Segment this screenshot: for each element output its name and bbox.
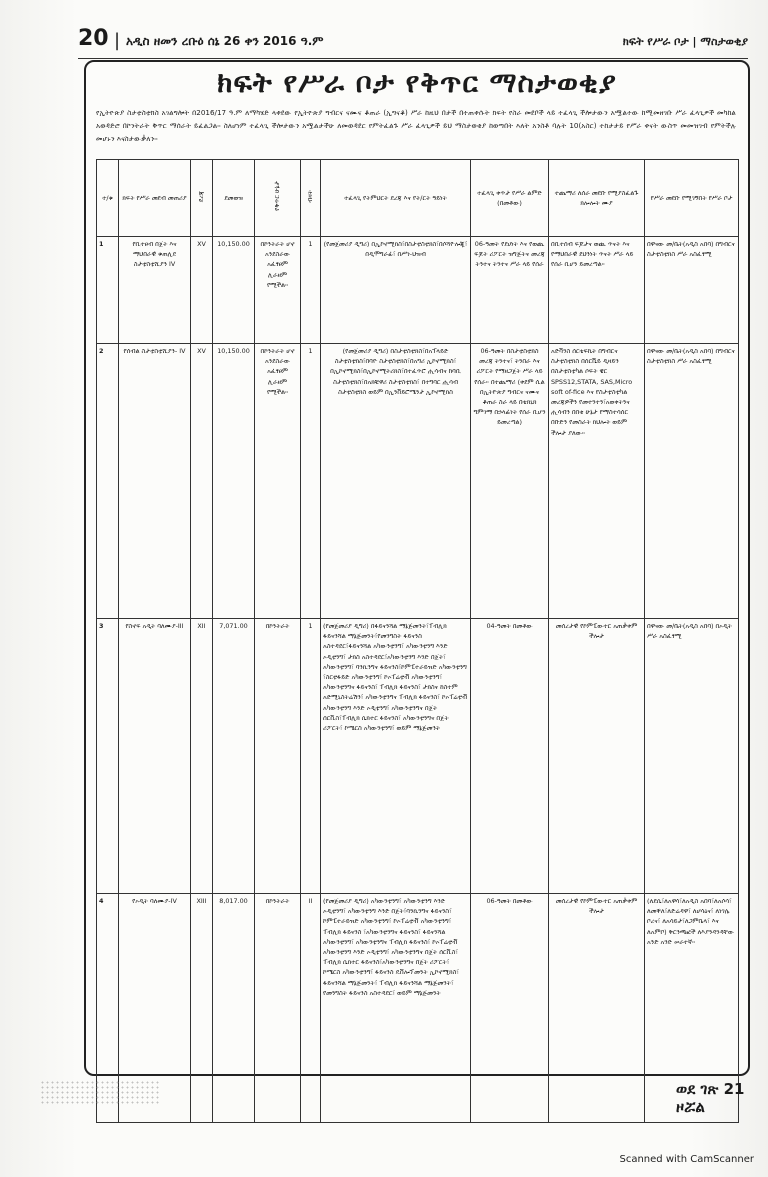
cell-qty: II	[301, 894, 321, 1123]
vacancy-table	[96, 159, 739, 1123]
cell-level: XV	[191, 344, 213, 619]
cell-experience: 06-ዓመት በስታቲስቲክስ መረጃ ትንተና፣ ትንበራ እና ሪፖርት የማዘጋጀት ሥራ ላይ የሰራ፡፡ በተጨማሪ (ቀደም ሲል በኢትዮጵያ ግብርና ናሙና ቆጠራ ስራ ላይ በቴክኒክ ግምገማ በኃላፊነት የሰራ ቢሆን ይመረጣል)	[471, 344, 549, 619]
table-row	[97, 619, 739, 894]
cell-qty: 1	[301, 344, 321, 619]
col-header-level	[191, 160, 213, 237]
cell-education: (የመጀመሪያ ዲግሪ) አካውንቲንግ፣ አካውንቲንግ እንድ ኦዲቲንግ፣ አካውንቲንግ እንድ በጀት፣ባንኪንግና ፋይናንስ፣ ኮምፒተራይዝድ አካውንቲንግ፣ ኮኦፐሬቲቭ አካውንቲንግ፣ ፐብሊክ ፋይናንስ ፣አካውንቲንግና ፋይናንስ፣ ፋይናንሻል አካውንቲንግ፣ አካውንቲንግና ፐብሊክ ፋይናንስ፣ ኮኦፐሬቲቭ አካውንቲንግ እንድ ኦዲቲንግ፣ አካውንቲንግና በጀት ሰርቪስ፣ ፐብሊክ ሴክተር ፋይናንስ፣አካውንቲንግና በጀት ሪፖርት፣ ኮሜርስ አካውንቲንግ፣ ፋይናንስ ዴቨሎፕመንት ኢኮኖሚክስ፣ ፋይናንሻል ማኔጅመንት፣ ፐብሊክ ፋይናንሻል ማኔጅመንት፣ የመንግስት ፋይናንስ አስተዳደር፣ ወይም ማኔጅመንት	[321, 894, 471, 1123]
cell-qty: 1	[301, 237, 321, 344]
announcement-title: ክፍት የሥራ ቦታ የቅጥር ማስታወቂያ	[217, 66, 617, 99]
col-header-education: ተፈላጊ የትምህርት ደረጃ እና የት/ርት ዓይነት	[321, 160, 471, 237]
cell-experience: 04-ዓመት በመቶው	[471, 619, 549, 894]
table-row	[97, 894, 739, 1123]
cell-position: የኦዲት ባለሙያ-IV	[119, 894, 191, 1123]
col-header-place: የሥራ መደቡ የሚገኝበት የሥራ ቦታ	[645, 160, 739, 237]
col-header-experience: ተፈላጊ ቀጥታ የሥራ ልምድ (በመቶው)	[471, 160, 549, 237]
cell-place: በዋናው መ/ቤት(አዲስ አበባ) በኦዲት ሥራ አስፈፃሚ	[645, 619, 739, 894]
cell-position: የሰብል ስታቲስቲሺያን- IV	[119, 344, 191, 619]
cell-level: XV	[191, 237, 213, 344]
col-header-no: ተ/ቁ	[97, 160, 119, 237]
cell-skills: መሰረታዊ የኮምፒውተር አጠቃቀም ችሎታ	[549, 894, 645, 1123]
col-header-employment	[255, 160, 301, 237]
announcement-intro: የኢትዮጵያ ስታቲስቲክስ አገልግሎት በ2016/17 ዓ.ም ለማካሄድ ላቀደው የኢትዮጵያ ግብርና ናሙና ቆጠራ (ኢግናቆ) ሥራ ከዚህ በታች በተጠቀሱት ክፍት የስራ መደቦች ላይ ተፈላጊ ችሎታውን አሟልተው ከሚመዘገቡ ሥራ ፈላጊዎች መካከል አወዳድሮ በኮንትራት ቅጥር ማሰራት ይፈልጋል፡፡ ስለሆነም ተፈላጊ ችሎታውን አሟልታችሁ ለመወዳደር የምትፈልጉ ሥራ ፈላጊዎች ይህ ማስታወቂያ ከወጣበት እለት አንስቶ ባሉት 10(አስር) ተከታታይ የሥራ ቀናት ውስጥ መመዝገብ የምትችሉ መሆኑን እናስታውቃለን፡፡	[96, 108, 736, 143]
cell-no: 3	[97, 619, 119, 894]
cell-level: XIII	[191, 894, 213, 1123]
cell-no: 4	[97, 894, 119, 1123]
cell-education: (የመጀመሪያ ዲግሪ) በስታቲስቲክስ፣በአፕላይድ ስታቲስቲክስ፣በባዮ ስታቲስቲክስ፣በአግሪ ኢኮኖሚክስ፣ በኢኮኖሚክስ፣በኢኮኖሚትሪክስ፣በተፈጥሮ ሒሳብና ከባቢ ስታቲስቲክስ፣በአክቹዋሪ ስታቲስቲክስ፣ በተግባር ሒሳብ ስታቲስቲክስ ወይም በኢንቨይሮሜንታ ኢኮኖሚክስ	[321, 344, 471, 619]
cell-employment: በኮንትራት	[255, 894, 301, 1123]
cell-salary: 10,150.00	[213, 344, 255, 619]
cell-salary: 7,071.00	[213, 619, 255, 894]
cell-no: 1	[97, 237, 119, 344]
cell-salary: 10,150.00	[213, 237, 255, 344]
announcement-frame	[84, 60, 750, 1076]
header-section: ክፍት የሥራ ቦታ | ማስታወቂያ	[622, 35, 748, 48]
cell-no: 2	[97, 344, 119, 619]
cell-experience: 06-ዓመት በመቶው	[471, 894, 549, 1123]
cell-skills: በቢተሰብ ፍጆታና ወጪ ጥናት እና የማህበራዊ ደህንነት ጥናት ሥራ ላይ የሰራ ቢሆን ይመረጣል፡፡	[549, 237, 645, 344]
cell-place: (ለደሴ፣ለአዋሳ፣ለአዲስ አበባ፣ለአሶሳ፣ ለመቐለ፣ለድሬዳዋ፣ ለሆሳዕና፣ ለነገሌ ቦረና፣ ለአሳይታ፣ለጋምቤላ፣ እና ለአምቦ) ቅርንጫፎች ለእያንዳንዳቸው አንድ አንድ ሠራተኛ፡፡	[645, 894, 739, 1123]
halftone-dots	[40, 1080, 160, 1104]
cell-employment: በኮንትራት	[255, 619, 301, 894]
cell-experience: 06-ዓመት የደሀነት እና የወጪ ፍጆት ሪፖርት ዝግጅትና መረጃ ትንተና ትንተና ሥራ ላይ የሰራ	[471, 237, 549, 344]
cell-education: (የመጀመሪያ ዲግሪ) በፋይናንሻል ማኔጅመንት፣ፐብሊክ ፋይናንሻል ማኔጅመንት፣የመንግስት ፋይናንስ አስተዳደር፣ፋይናንሻል አካውንቲንግ፣ አካውንቲንግ እንድ ኦዲቲንግ፣ ታክስ አስተዳደር፣አካውንቲንግ እንድ በጀት፣ አካውንቲንግ፣ ባንኪንግና ፋይናንስ፣ኮምፒተራይዝድ አካውንቲንግ ፣ስርቲፋይድ አካውንቲንግ፣ ኮኦፐሬቲቭ አካውንቲንግ፣ አካውንቲንግና ፋይናንስ፣ ፐብሊክ ፋይናንስ፣ ታክስና ከስተም አድሚኒስትሬሽን፣ አካውንቲንግና ፐብሊክ ፋይናንስ፣ ኮኦፐሬቲቭ አካውንቲንግ እንድ ኦዲቲንግ፣ አካውንቲንግና በጀት ሰርቪስ፣ፐብሊክ ሴክተር ፋይናንስ፣ አካውንቲንግና በጀት ሪፖርት፣ ኮሜርስ አካውንቲንግ፣ ወይም ማኔጅመንት	[321, 619, 471, 894]
header-separator: |	[114, 30, 121, 51]
col-header-employment-text: የቅጥር ሁኔታ	[273, 181, 282, 212]
cell-skills: መሰረታዊ የኮምፒውተር አጠቃቀም ችሎታ	[549, 619, 645, 894]
cell-position: የቢተፀብ በጀት እና ማህበራዊ ቁጠሊደ ስታቲስቲሺያን IV	[119, 237, 191, 344]
page-number: 20	[78, 26, 109, 51]
cell-place: በዋናው መ/ቤት(አዲስ አበባ) በግብርና ስታቲስቲክስ ሥራ አስፈፃሚ	[645, 344, 739, 619]
table-row	[97, 344, 739, 619]
col-header-qty-text: ብዛት	[306, 189, 315, 203]
scanner-watermark: Scanned with CamScanner	[619, 1154, 754, 1165]
col-header-qty	[301, 160, 321, 237]
cell-education: (የመጀመሪያ ዲግሪ) በኢኮኖሚክስ፣በስታቲስቲክስ፣በሶሻዮሎጂ፣ በዲሞግራፊ፣ በሥነ-ህዝብ	[321, 237, 471, 344]
cell-position: የስኖፍ አዲት ባለሙያ-III	[119, 619, 191, 894]
col-header-position: ክፍት የሥራ መደብ መጠሪያ	[119, 160, 191, 237]
cell-skills: አድቫንስ ሰርቴፍኬት በግብርና ስታቲስቲክስ በሰርቬይ ዲዛይን በስታቲስቲካል ሶፍት ዌር SPSS12,STATA, SAS,Micro soft of-fice እና የስታቲስቲካል መረጃዎችን የመተንተን፣አወቀትንና ሒሳብን በበቂ ሁኔታ የማስተሳሰር በቡድን የመስራት ክህሎት ወይም ችሎታ ያለው፡፡	[549, 344, 645, 619]
continued-note: ወደ ገጽ 21 ዞሯል	[676, 1080, 745, 1116]
page-header	[78, 28, 748, 59]
cell-qty: 1	[301, 619, 321, 894]
cell-place: በዋናው መ/ቤት(አዲስ አበባ) በግብርና ስታቲስቲክስ ሥራ አስፈፃሚ	[645, 237, 739, 344]
col-header-salary: ደመወዝ	[213, 160, 255, 237]
cell-salary: 8,017.00	[213, 894, 255, 1123]
col-header-skills: ተጨማሪ ለሰራ መደቡ የሚያስፈልጉ ክሎሎት ሙያ	[549, 160, 645, 237]
header-date: አዲስ ዘመን ረቡዕ ሰኔ 26 ቀን 2016 ዓ.ም	[126, 34, 324, 48]
table-row	[97, 237, 739, 344]
table-header-row	[97, 160, 739, 237]
cell-employment: በኮንትራት ሆኖ አንደስራው አፈፃፀም ሊራዘም የሚችል፡፡	[255, 344, 301, 619]
cell-level: XII	[191, 619, 213, 894]
col-header-level-text: ደረጃ	[197, 190, 206, 203]
cell-employment: በኮንትራት ሆኖ አንደስራው አፈፃፀም ሊራዘም የሚችል፡፡	[255, 237, 301, 344]
